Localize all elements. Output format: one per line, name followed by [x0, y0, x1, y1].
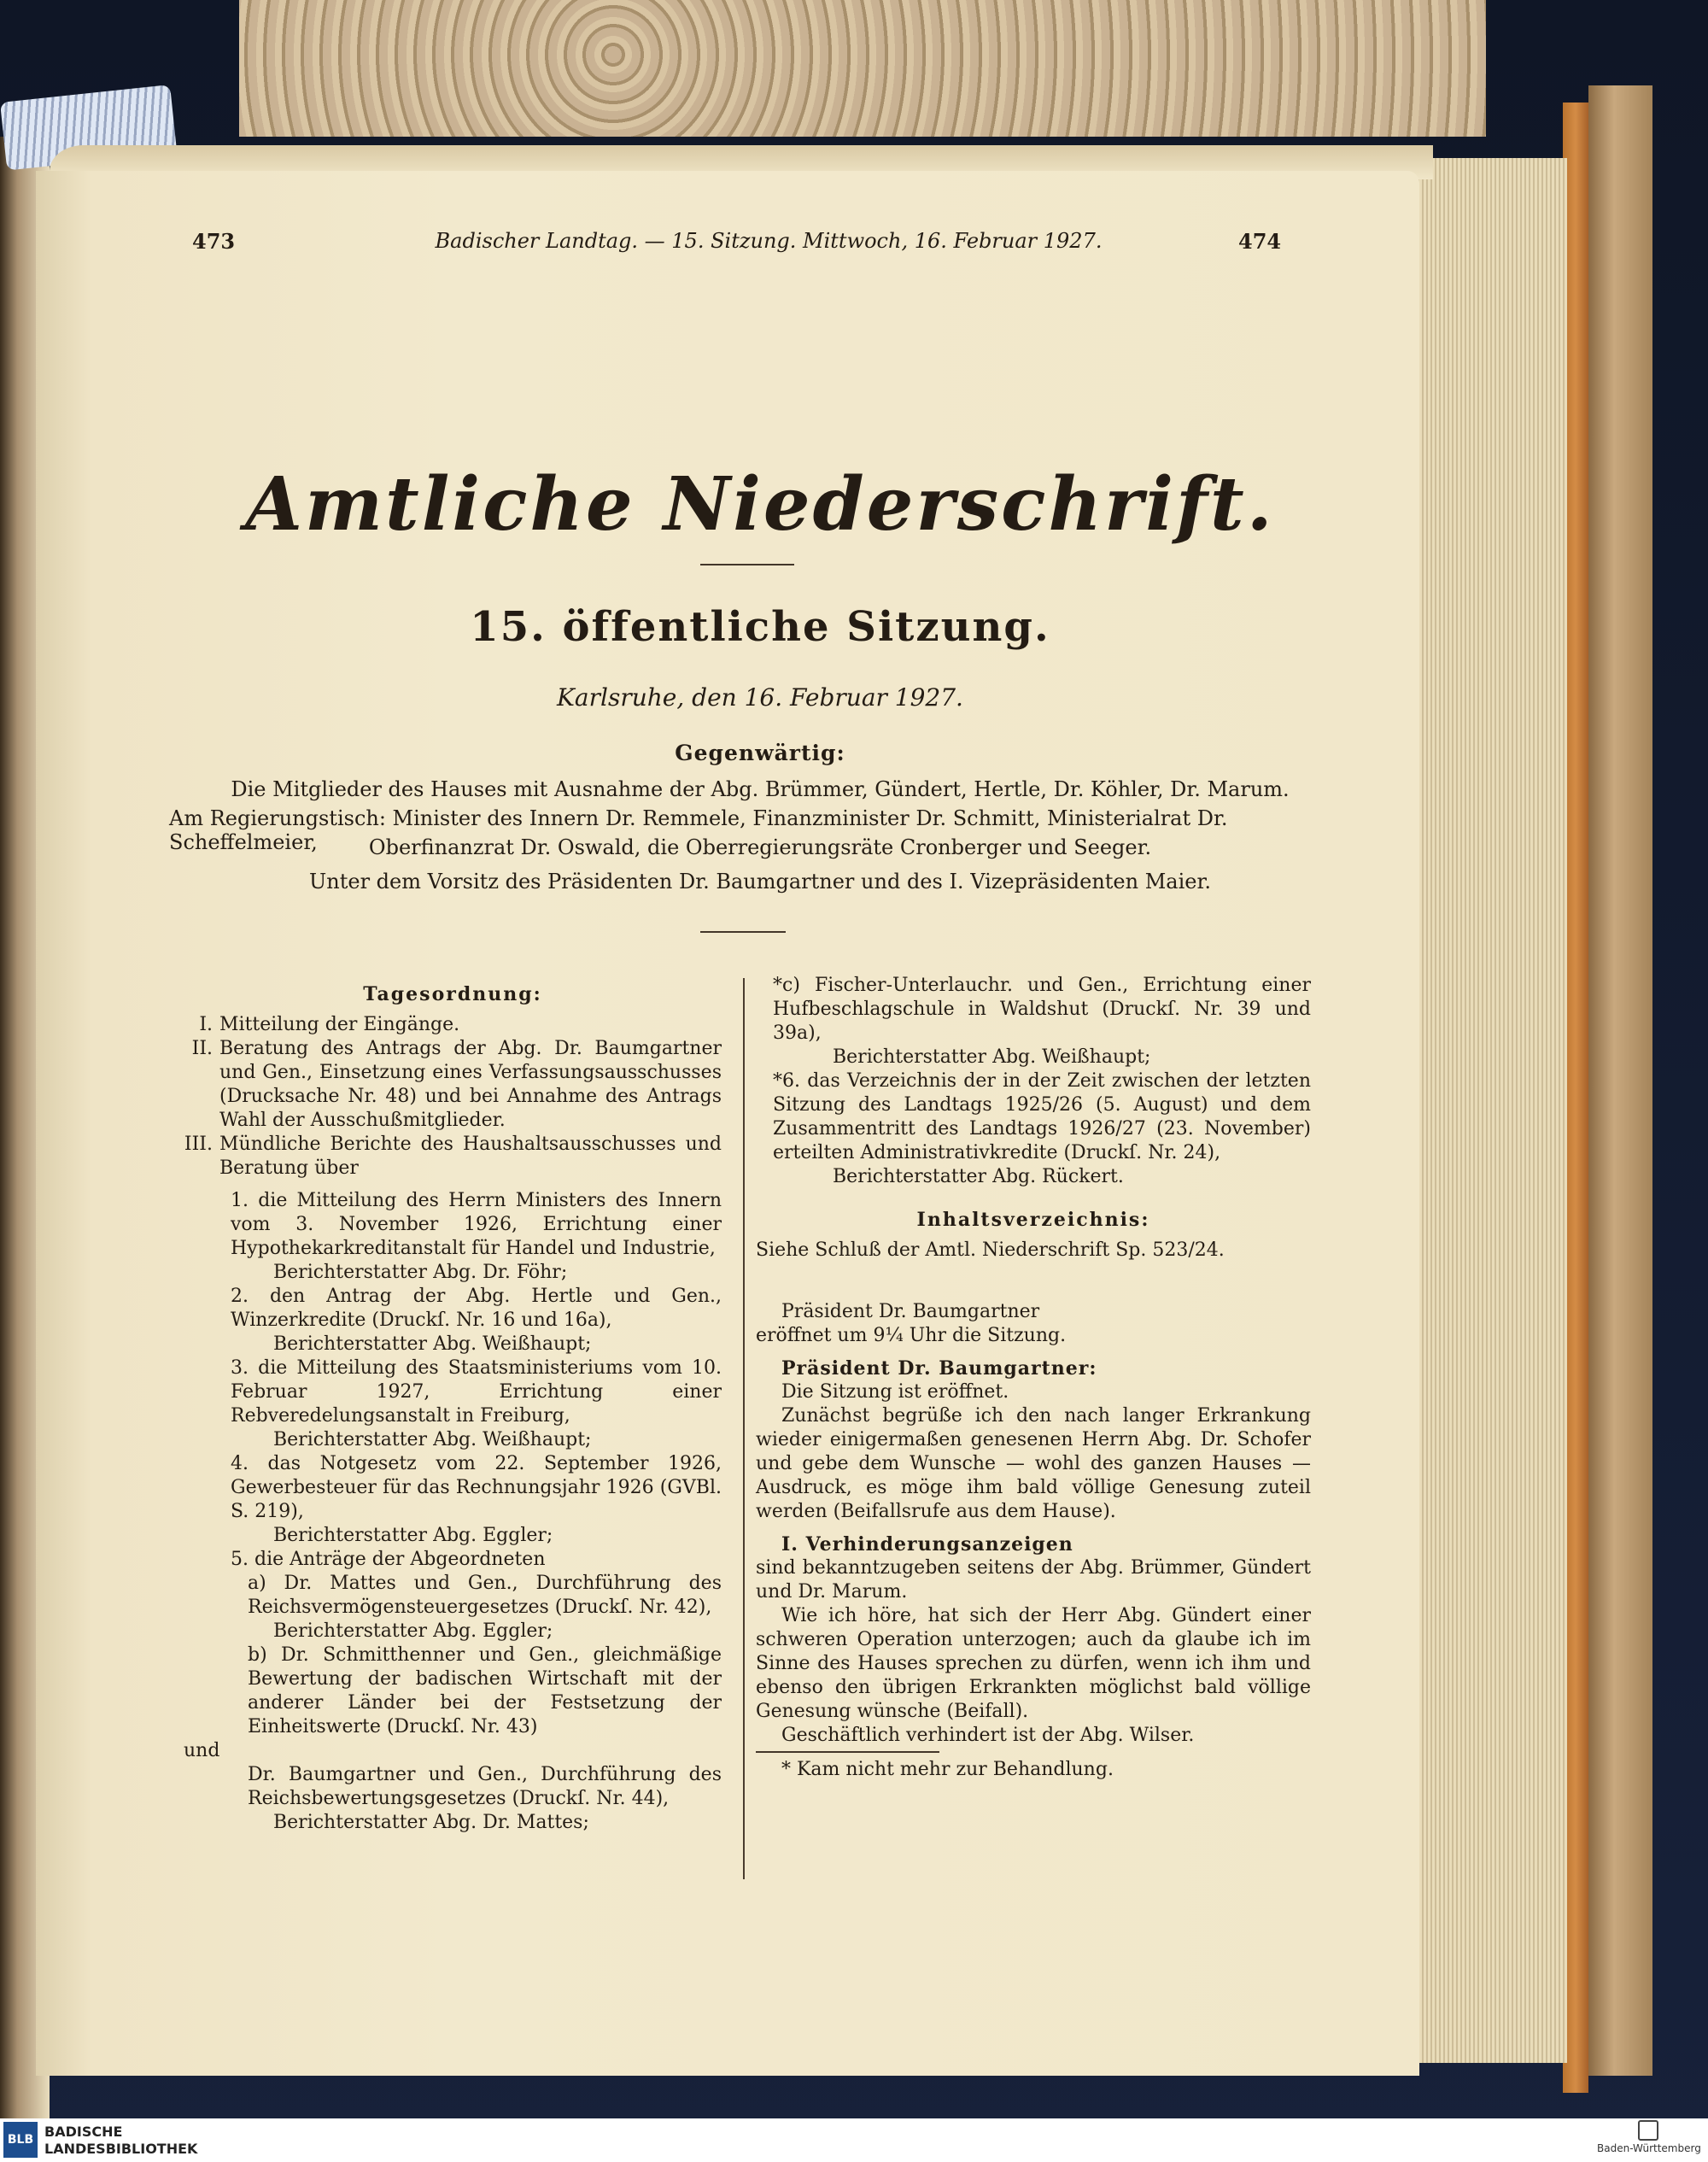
paragraph: Die Sitzung ist eröffnet. — [781, 1381, 1009, 1403]
agenda-item — [184, 1013, 722, 1037]
state-label: Baden-Württemberg — [1597, 2142, 1701, 2154]
page-number-right: 474 — [1238, 229, 1282, 254]
speaker: Präsident Dr. Baumgartner — [781, 1301, 1040, 1322]
agenda-subitem: b) Dr. Schmitthenner und Gen., gleichmäßige Bewertung der badischen Wirtschaft mit der anderer Länder bei der Festsetzung der Einheitswerte (Druckſ. Nr. 43) — [248, 1644, 722, 1737]
present-heading: Gegenwärtig: — [675, 741, 845, 765]
session-title: 15. öffentliche Sitzung. — [470, 603, 1050, 651]
present-line: Die Mitglieder des Hauses mit Ausnahme der Abg. Brümmer, Gündert, Hertle, Dr. Köhler, Dr. Marum. — [231, 777, 1290, 801]
agenda-text: Beratung des Antrags der Abg. Dr. Baumgartner und Gen., Einsetzung eines Verfassungsausschusses (Drucksache Nr. 48) und bei Annahme des Antrags Wahl der Ausschußmitglieder. — [219, 1038, 722, 1131]
divider — [700, 931, 786, 933]
section-heading: I. Verhinderungsanzeigen — [781, 1533, 1073, 1556]
coat-of-arms-icon — [1638, 2120, 1658, 2141]
agenda-subitem: Dr. Baumgartner und Gen., Durchführung des Reichsbewertungsgesetzes (Druckſ. Nr. 44), — [248, 1764, 722, 1809]
column-divider — [743, 978, 745, 1879]
rapporteur: Berichterstatter Abg. Dr. Mattes; — [273, 1812, 589, 1833]
paragraph: sind bekanntzugeben seitens der Abg. Brümmer, Gündert und Dr. Marum. — [756, 1557, 1311, 1602]
marbled-cover-top — [239, 0, 1486, 137]
library-name — [44, 2124, 197, 2158]
place-date: Karlsruhe, den 16. Februar 1927. — [557, 683, 963, 712]
rapporteur: Berichterstatter Abg. Weißhaupt; — [833, 1046, 1151, 1068]
document-title: Amtliche Niederschrift. — [245, 461, 1275, 548]
agenda-number: III. — [184, 1134, 213, 1155]
library-name-line: LANDESBIBLIOTHEK — [44, 2141, 198, 2157]
proceedings-column — [756, 974, 1311, 1782]
agenda-subitem: 5. die Anträge der Abgeordneten — [231, 1549, 546, 1570]
agenda-subitem: 2. den Antrag der Abg. Hertle und Gen., Winzerkredite (Druckſ. Nr. 16 und 16a), — [231, 1286, 722, 1331]
index-text: Siehe Schluß der Amtl. Niederschrift Sp. 523/24. — [756, 1239, 1225, 1261]
running-header: Badischer Landtag. — 15. Sitzung. Mittwoch, 16. Februar 1927. — [435, 229, 1103, 253]
paragraph: Geschäftlich verhindert ist der Abg. Wilser. — [781, 1725, 1195, 1746]
agenda-subitem: 1. die Mitteilung des Herrn Ministers des Innern vom 3. November 1926, Errichtung einer Hypothekarkreditanstalt für Handel und Industrie, — [231, 1190, 722, 1259]
agenda-number: II. — [191, 1038, 213, 1059]
agenda-item — [184, 1037, 722, 1133]
present-line: Am Regierungstisch: Minister des Innern Dr. Remmele, Finanzminister Dr. Schmitt, Ministerialrat Dr. Scheffelmeier, — [169, 806, 1228, 854]
divider — [700, 564, 794, 565]
agenda-subitem: *c) Fischer-Unterlauchr. und Gen., Errichtung einer Hufbeschlagschule in Waldshut (Druckſ. Nr. 39 und 39a), — [773, 975, 1311, 1044]
agenda-text: Mitteilung der Eingänge. — [219, 1014, 460, 1035]
agenda-subitem: 3. die Mitteilung des Staatsministeriums vom 10. Februar 1927, Errichtung einer Rebveredelungsanstalt in Freiburg, — [231, 1357, 722, 1427]
rapporteur: Berichterstatter Abg. Weißhaupt; — [273, 1429, 592, 1450]
agenda-subitem: 4. das Notgesetz vom 22. September 1926, Gewerbesteuer für das Rechnungsjahr 1926 (GVBl. S. 219), — [231, 1453, 722, 1522]
footnote-rule — [756, 1751, 939, 1753]
page-number-left: 473 — [192, 229, 236, 254]
footnote: * Kam nicht mehr zur Behandlung. — [781, 1759, 1114, 1780]
agenda-item — [184, 1133, 722, 1181]
page-edges — [1409, 158, 1567, 2063]
library-name-line: BADISCHE — [44, 2124, 123, 2140]
paragraph: Zunächst begrüße ich den nach langer Erkrankung wieder einigermaßen genesenen Herrn Abg. Dr. Schofer und gebe dem Wunsche — wohl des ganzen Hauses — Ausdruck, es möge ihm bald völlige Genesung zuteil werden (Beifallsrufe aus dem Hause). — [756, 1405, 1311, 1522]
conjunction: und — [184, 1740, 220, 1761]
agenda-heading: Tagesordnung: — [363, 983, 542, 1005]
agenda-subitem: a) Dr. Mattes und Gen., Durchführung des Reichsvermögensteuergesetzes (Druckſ. Nr. 42), — [248, 1573, 722, 1618]
agenda-text: Mündliche Berichte des Haushaltsausschusses und Beratung über — [219, 1134, 722, 1179]
present-line: Oberfinanzrat Dr. Oswald, die Oberregierungsräte Cronberger und Seeger. — [368, 835, 1152, 859]
rapporteur: Berichterstatter Abg. Rückert. — [833, 1166, 1124, 1187]
paragraph: eröffnet um 9¼ Uhr die Sitzung. — [756, 1325, 1067, 1346]
rapporteur: Berichterstatter Abg. Dr. Föhr; — [273, 1262, 568, 1283]
blb-logo: BLB — [3, 2122, 38, 2158]
agenda-number: I. — [199, 1014, 213, 1035]
speaker: Präsident Dr. Baumgartner: — [781, 1357, 1097, 1380]
present-line: Unter dem Vorsitz des Präsidenten Dr. Baumgartner und des I. Vizepräsidenten Maier. — [309, 870, 1211, 894]
paragraph: Wie ich höre, hat sich der Herr Abg. Gündert einer schweren Operation unterzogen; auch da glaube ich im Sinne des Hauses sprechen zu dürfen, wenn ich ihm und ebenso den übrigen Erkrankten möglichst bald völlige Genesung wünsche (Beifall). — [756, 1605, 1311, 1722]
agenda-subitem: *6. das Verzeichnis der in der Zeit zwischen der letzten Sitzung des Landtags 1925/26 (5. August) und dem Zusammentritt des Landtags 1926/27 (23. November) erteilten Administrativkredite (Druckſ. Nr. 24), — [773, 1070, 1311, 1163]
marbled-cover-right — [1588, 85, 1652, 2076]
index-heading: Inhaltsverzeichnis: — [916, 1209, 1150, 1231]
rapporteur: Berichterstatter Abg. Weißhaupt; — [273, 1333, 592, 1355]
agenda-column — [184, 982, 722, 1835]
rapporteur: Berichterstatter Abg. Eggler; — [273, 1525, 553, 1546]
rapporteur: Berichterstatter Abg. Eggler; — [273, 1620, 553, 1642]
footer-bar — [0, 2118, 1708, 2162]
